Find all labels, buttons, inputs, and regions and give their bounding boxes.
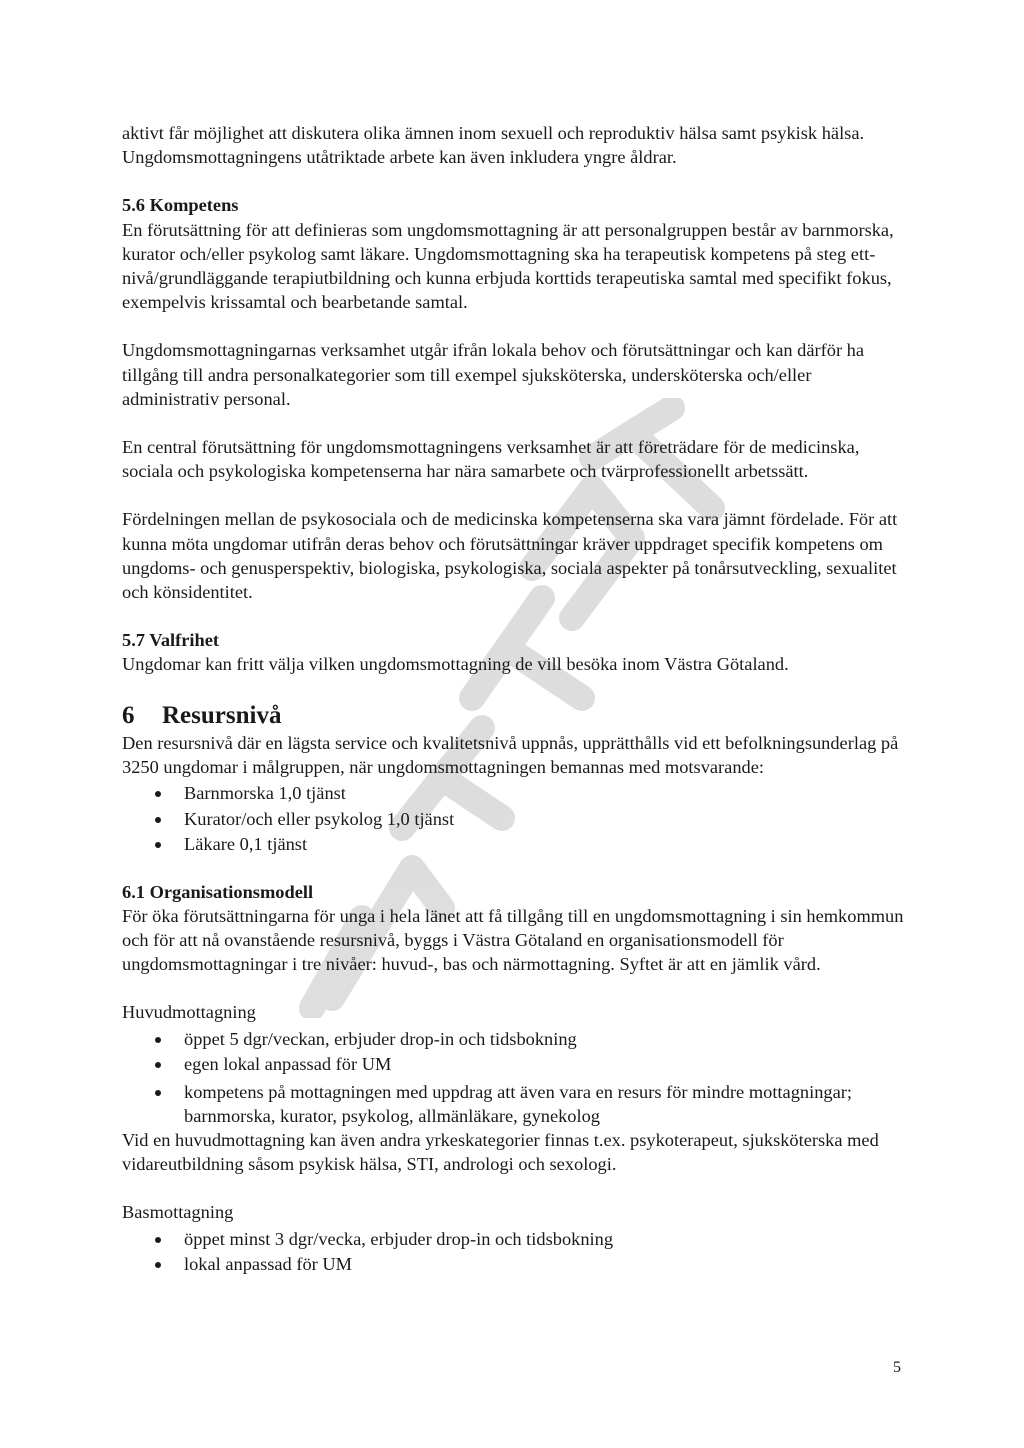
list-item: [122, 832, 912, 858]
heading-6-title: Resursnivå: [162, 701, 282, 729]
page-content: [122, 121, 912, 1278]
list-item-text: kompetens på mottagningen med uppdrag att även vara en resurs för mindre mottagningar; barnmorska, kurator, psykolog, allmänläkare, gynekolog: [184, 1081, 852, 1126]
list-item-text: öppet 5 dgr/veckan, erbjuder drop-in och tidsbokning: [184, 1028, 577, 1049]
list-item: [122, 1027, 912, 1053]
heading-5-7: 5.7 Valfrihet: [122, 630, 220, 651]
list-item-text: Kurator/och eller psykolog 1,0 tjänst: [184, 808, 455, 829]
paragraph-6-1: Den resursnivå där en lägsta service och kvalitetsnivå uppnås, upprätthålls vid ett befolkningsunderlag på 3250 ungdomar i målgruppen, när ungdomsmottagningen bemannas med motsvarande:: [122, 732, 899, 777]
heading-6: [122, 701, 912, 731]
paragraph-5-6-2: Ungdomsmottagningarnas verksamhet utgår ifrån lokala behov och förutsättningar och kan därför ha tillgång till andra personalkategorier som till exempel sjuksköterska, undersköterska och/eller administrativ personal.: [122, 340, 865, 409]
list-item-text: lokal anpassad för UM: [184, 1254, 353, 1275]
paragraph-5-6-4: Fördelningen mellan de psykosociala och de medicinska kompetenserna ska vara jämnt fördelade. För att kunna möta ungdomar utifrån deras behov och förutsättningar kräver uppdraget specifik kompetens om ungdoms- och genusperspektiv, biologiska, psykologiska, sociala aspekter på tonårsutveckling, sexualitet och könsidentitet.: [122, 509, 898, 603]
list-item: [122, 1252, 912, 1278]
list-item: [122, 1227, 912, 1253]
list-item: [122, 781, 912, 807]
paragraph-5-6-1: En förutsättning för att definieras som ungdomsmottagning är att personalgruppen består av barnmorska, kurator och/eller psykolog samt läkare. Ungdomsmottagning ska ha terapeutisk kompetens på steg ett-nivå/grundläggande terapiutbildning och kunna erbjuda korttids terapeutiska samtal med specifikt fokus, exempelvis krissamtal och bearbetande samtal.: [122, 219, 894, 313]
list-item: [122, 1052, 912, 1078]
huvud-label: Huvudmottagning: [122, 1002, 256, 1023]
list-item: [122, 1080, 912, 1128]
intro-paragraph: aktivt får möjlighet att diskutera olika ämnen inom sexuell och reproduktiv hälsa samt psykisk hälsa. Ungdomsmottagningens utåtriktade arbete kan även inkludera yngre åldrar.: [122, 123, 865, 168]
bullet-icon: [155, 1062, 161, 1068]
paragraph-5-6-3: En central förutsättning för ungdomsmottagningens verksamhet är att företrädare för de medicinska, sociala och psykologiska kompetenserna har nära samarbete och tvärprofessionellt arbetssätt.: [122, 437, 860, 482]
bullet-icon: [155, 1090, 161, 1096]
resource-list: [122, 781, 912, 858]
list-item: [122, 807, 912, 833]
bas-list: [122, 1227, 912, 1278]
heading-6-number: 6: [122, 701, 135, 729]
list-item-text: öppet minst 3 dgr/vecka, erbjuder drop-in och tidsbokning: [184, 1228, 614, 1249]
bullet-icon: [155, 1037, 161, 1043]
bullet-icon: [155, 1262, 161, 1268]
bullet-icon: [155, 842, 161, 848]
list-item-text: Barnmorska 1,0 tjänst: [184, 783, 346, 804]
heading-6-1: 6.1 Organisationsmodell: [122, 881, 314, 902]
bullet-icon: [155, 791, 161, 797]
bas-label: Basmottagning: [122, 1202, 234, 1223]
huvud-note: Vid en huvudmottagning kan även andra yrkeskategorier finnas t.ex. psykoterapeut, sjuksköterska med vidareutbildning såsom psykisk hälsa, STI, andrologi och sexologi.: [122, 1129, 879, 1175]
heading-5-6: 5.6 Kompetens: [122, 195, 239, 216]
paragraph-6-1-1: För öka förutsättningarna för unga i hela länet att få tillgång till en ungdomsmottagning i sin hemkommun och för att nå ovanstående resursnivå, byggs i Västra Götaland en organisationsmodell för ungdomsmottagningar i tre nivåer: huvud-, bas och närmottagning. Syftet är att en jämlik vård.: [122, 905, 904, 975]
bullet-icon: [155, 817, 161, 823]
page-number: 5: [893, 1359, 901, 1376]
huvud-list: [122, 1027, 912, 1128]
bullet-icon: [155, 1237, 161, 1243]
paragraph-5-7-1: Ungdomar kan fritt välja vilken ungdomsmottagning de vill besöka inom Västra Götaland.: [122, 654, 789, 675]
list-item-text: Läkare 0,1 tjänst: [184, 834, 308, 855]
list-item-text: egen lokal anpassad för UM: [184, 1054, 392, 1075]
